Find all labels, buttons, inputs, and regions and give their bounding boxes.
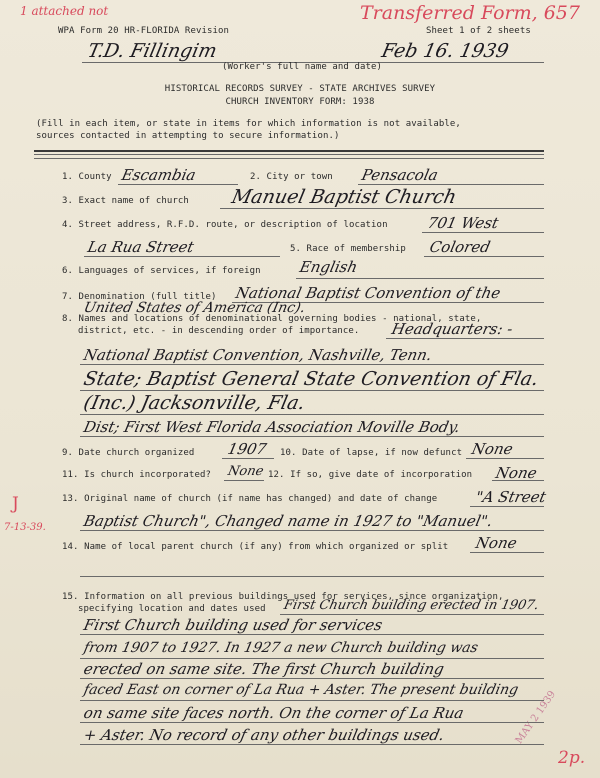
- item-11-value: None: [226, 464, 265, 479]
- item-10-value: None: [470, 440, 515, 458]
- item-8-line-0: [386, 338, 544, 339]
- item-4-line-a: [422, 232, 544, 233]
- item-8-value-3: (Inc.) Jacksonville, Fla.: [81, 392, 308, 414]
- item-14-value: None: [474, 534, 519, 552]
- form-name: CHURCH INVENTORY FORM: 1938: [225, 97, 375, 107]
- item-3-line: [220, 208, 544, 209]
- worker-date-hand: Feb 16. 1939: [379, 40, 511, 62]
- item-15-value-0: First Church building erected in 1907.: [282, 598, 541, 613]
- item-4-label: 4. Street address, R.F.D. route, or description of location: [62, 220, 388, 230]
- item-2-label: 2. City or town: [250, 172, 333, 182]
- item-15-value-1: First Church building used for services: [82, 616, 384, 634]
- item-15-line-6: [80, 744, 544, 745]
- item-14-line-2: [80, 576, 544, 577]
- item-8-line-4: [80, 436, 544, 437]
- item-11-label: 11. Is church incorporated?: [62, 470, 211, 480]
- item-13-value-b: Baptist Church", Changed name in 1927 to "Manuel".: [82, 512, 495, 530]
- item-5-line: [424, 256, 544, 257]
- item-4-value-a: 701 West: [426, 214, 501, 232]
- item-8-line-1: [80, 364, 544, 365]
- item-10-label: 10. Date of lapse, if now defunct: [280, 448, 463, 458]
- item-11-line: [224, 480, 264, 481]
- margin-note-transferred: Transferred Form, 657: [360, 2, 580, 24]
- item-7-value-b: United States of America (Inc).: [82, 300, 307, 316]
- item-6-value: English: [298, 258, 360, 276]
- item-8-line-3: [80, 414, 544, 415]
- item-15-line-5: [80, 722, 544, 723]
- received-stamp: MAY 2 1939: [513, 689, 559, 746]
- item-15-value-5: on same site faces north. On the corner of La Rua: [82, 704, 466, 722]
- header-divider-1: [34, 150, 544, 152]
- item-3-label: 3. Exact name of church: [62, 196, 189, 206]
- item-5-label: 5. Race of membership: [290, 244, 406, 254]
- item-8-value-1: National Baptist Convention, Nashville, Tenn.: [82, 346, 434, 364]
- item-13-label: 13. Original name of church (if name has changed) and date of change: [62, 494, 438, 504]
- item-15-label-2: specifying location and dates used: [78, 604, 266, 614]
- worker-name-hand: T.D. Fillingim: [85, 40, 219, 62]
- item-13-line-a: [470, 506, 544, 507]
- item-10-line: [466, 458, 544, 459]
- item-12-label: 12. If so, give date of incorporation: [268, 470, 473, 480]
- item-1-line: [118, 184, 238, 185]
- item-12-value: None: [494, 464, 539, 482]
- header-divider-3: [34, 158, 544, 159]
- item-9-line: [222, 458, 274, 459]
- item-5-value: Colored: [428, 238, 492, 256]
- survey-heading: HISTORICAL RECORDS SURVEY - STATE ARCHIVES SURVEY: [164, 84, 436, 94]
- form-title: WPA Form 20 HR-FLORIDA Revision: [58, 26, 230, 36]
- item-15-line-4: [80, 700, 544, 701]
- margin-note-attached: 1 attached not: [20, 4, 109, 18]
- item-15-line-1: [80, 634, 544, 635]
- item-8-label-1: 8. Names and locations of denominational governing bodies - national, state,: [62, 314, 482, 324]
- item-8-line-2: [80, 390, 544, 391]
- sheet-number: Sheet 1 of 2 sheets: [426, 26, 531, 36]
- header-divider-2: [34, 154, 544, 155]
- item-15-label-1: 15. Information on all previous buildings used for services, since organization,: [62, 592, 504, 602]
- item-9-label: 9. Date church organized: [62, 448, 195, 458]
- item-14-line: [470, 552, 544, 553]
- item-15-line-2: [80, 658, 544, 659]
- item-15-line-3: [80, 678, 544, 679]
- item-15-line-0: [280, 614, 544, 615]
- item-8-value-4: Dist; First West Florida Association Moville Body.: [82, 418, 462, 436]
- item-8-label-2: district, etc. - in descending order of importance.: [78, 326, 360, 336]
- item-13-value-a: "A Street: [474, 488, 548, 506]
- item-2-value: Pensacola: [360, 166, 440, 184]
- instructions-line-1: (Fill in each item, or state in items for which information is not available,: [36, 119, 461, 129]
- item-1-label: 1. County: [62, 172, 112, 182]
- item-1-value: Escambia: [120, 166, 198, 184]
- item-6-line: [296, 278, 544, 279]
- item-2-line: [358, 184, 544, 185]
- item-8-value-2: State; Baptist General State Convention of Fla.: [81, 368, 541, 390]
- worker-caption: (Worker's full name and date): [222, 62, 383, 72]
- item-7-value-a: National Baptist Convention of the: [234, 284, 503, 302]
- item-12-line: [492, 480, 544, 481]
- margin-date: 7-13-39.: [4, 522, 46, 533]
- item-15-value-6: + Aster. No record of any other buildings used.: [82, 726, 447, 744]
- margin-letter-j: J: [12, 494, 19, 514]
- item-9-value: 1907: [226, 440, 269, 458]
- item-4-line-b: [84, 256, 280, 257]
- item-6-label: 6. Languages of services, if foreign: [62, 266, 261, 276]
- item-3-value: Manuel Baptist Church: [229, 186, 459, 208]
- item-15-value-2: from 1907 to 1927. In 1927 a new Church building was: [82, 640, 480, 656]
- item-15-value-3: erected on same site. The first Church building: [82, 660, 446, 678]
- item-8-value-0: Headquarters: -: [390, 320, 515, 338]
- page-mark: 2p.: [558, 748, 586, 768]
- item-15-value-4: faced East on corner of La Rua + Aster. The present building: [82, 682, 520, 698]
- item-13-line-b: [80, 530, 544, 531]
- item-7-label: 7. Denomination (full title): [62, 292, 217, 302]
- instructions-line-2: sources contacted in attempting to secure information.): [36, 131, 340, 141]
- item-4-value-b: La Rua Street: [86, 238, 196, 256]
- item-14-label: 14. Name of local parent church (if any) from which organized or split: [62, 542, 449, 552]
